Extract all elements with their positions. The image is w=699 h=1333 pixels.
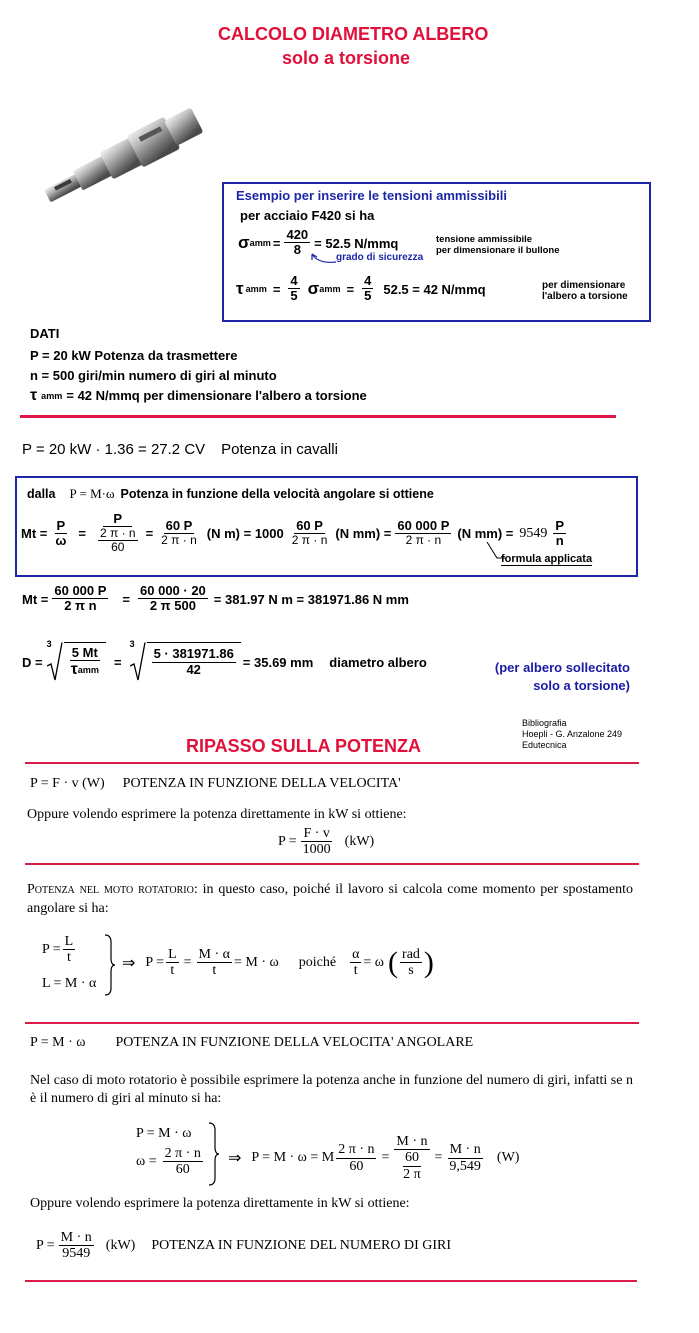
s3-formula-block bbox=[136, 1122, 556, 1192]
mt-intro-formula: P = M·ω bbox=[69, 486, 115, 501]
s1-kw-fraction bbox=[301, 826, 333, 858]
s2-t4: t bbox=[353, 963, 358, 979]
s2-s: s bbox=[408, 963, 414, 979]
diameter-f1-num: 5 Mt bbox=[71, 644, 98, 660]
tau-den-1: 5 bbox=[290, 288, 298, 304]
tau-result: 52.5 = 42 N/mmq bbox=[383, 281, 486, 297]
s1-text: Oppure volendo esprimere la potenza direttamente in kW si ottiene: bbox=[27, 807, 407, 822]
sigma-result: = 52.5 N/mmq bbox=[314, 235, 399, 251]
diameter-formula: D = 3 5 Mt τ amm = 3 $\frac{5 \cdot 381971.86}{42}$ = 35.69 mm diametro albero bbox=[22, 642, 427, 682]
s2-p-eq bbox=[42, 934, 77, 966]
applied-label: formula applicata bbox=[501, 553, 593, 565]
s3-rhs-f2-num: M · n bbox=[396, 1134, 428, 1149]
tau-fraction-2 bbox=[362, 274, 373, 304]
s3-title: POTENZA IN FUNZIONE DELLA VELOCITA' ANGOLARE bbox=[115, 1035, 474, 1050]
divider-5 bbox=[25, 1280, 637, 1282]
dati-line-2: n = 500 giri/min numero di giri al minuto bbox=[30, 368, 277, 383]
s1-kw-prefix: P = bbox=[278, 834, 297, 850]
example-subtitle: per acciaio F420 si ha bbox=[240, 208, 375, 223]
divider-2 bbox=[25, 762, 639, 764]
s2-rhs: ⇒ P = $\frac{L}{t}$ = $\frac{M \cdot \alpha}{t}$ = M · ω poiché $\frac{\alpha}{t}$ = ω ( $\frac{\text{rad}}{s}$ ) bbox=[122, 946, 434, 979]
mt-calc-result: = 381.97 N m = 381971.86 N mm bbox=[213, 591, 409, 607]
mt-calc-f1-den: 2 π n bbox=[64, 598, 97, 614]
mt-f4-num: 60 P bbox=[296, 518, 323, 534]
mt-f6-num: P bbox=[555, 517, 565, 533]
s2-t3: t bbox=[212, 963, 217, 979]
divider-4 bbox=[25, 1022, 639, 1024]
tau-num-2: 4 bbox=[364, 273, 372, 288]
mt-label: Mt = bbox=[21, 526, 48, 542]
s2-l: L bbox=[64, 934, 74, 949]
s1-kw-den: 1000 bbox=[302, 842, 331, 858]
s3-omega-fraction bbox=[163, 1146, 203, 1178]
mt-intro-prefix: dalla bbox=[27, 487, 56, 501]
s3-rhs-f1-num: 2 π · n bbox=[338, 1142, 375, 1158]
bibliography-line-3: Edutecnica bbox=[522, 740, 567, 750]
mt-box bbox=[15, 476, 638, 577]
power-cv bbox=[22, 441, 338, 458]
s2-p-label: P = bbox=[42, 942, 61, 958]
mt-calc-frac-1 bbox=[52, 584, 108, 614]
s3-rhs-fraction-1 bbox=[336, 1142, 376, 1174]
s2-text-rest: : in questo caso, poiché il lavoro si calcola come momento per spostamento angolare si ha: bbox=[27, 882, 633, 916]
sigma-note-1: tensione ammissibile bbox=[436, 234, 533, 245]
diameter-f2-den: 42 bbox=[186, 661, 201, 677]
mt-f2-den bbox=[96, 527, 140, 555]
mt-f3-num: 60 P bbox=[165, 518, 193, 534]
tau-formula: τ amm = $\frac{4}{5}$ σ amm = $\frac{4}{5}$ 52.5 = 42 N/mmq bbox=[236, 273, 486, 304]
mt-calc-frac-2 bbox=[138, 584, 208, 614]
s4-prefix: P = bbox=[36, 1238, 55, 1254]
s2-alpha: α bbox=[352, 946, 360, 962]
dati-section bbox=[30, 324, 367, 406]
mt-f2-den-num: 2 π · n bbox=[99, 526, 136, 541]
s3-rhs-f3-den: 9,549 bbox=[449, 1158, 481, 1174]
diameter-note bbox=[470, 659, 630, 695]
diameter-note-1: (per albero sollecitato bbox=[494, 660, 630, 675]
s2-l2: L bbox=[168, 946, 177, 962]
sigma-formula: σ amm = $\frac{420}{8}$ = 52.5 N/mmq bbox=[238, 227, 399, 258]
mt-f5-den: 2 π · n bbox=[405, 533, 442, 548]
tau-num-1: 4 bbox=[290, 273, 298, 288]
s3-rhs-f2-den-num: 60 bbox=[404, 1150, 419, 1166]
s3-text: Nel caso di moto rotatorio è possibile esprimere la potenza anche in funzione del numero di giri, infatti se n è il numero di giri al minuto si ha: bbox=[30, 1073, 633, 1106]
s1-formula: P = F · v (W) bbox=[30, 776, 105, 791]
mt-frac-4 bbox=[290, 519, 330, 548]
mt-f4-den: 2 π · n bbox=[291, 533, 328, 548]
s1-heading bbox=[30, 776, 401, 792]
tau-sigma-symbol: σ bbox=[307, 279, 320, 299]
s3-p-mw: P = M · ω bbox=[136, 1126, 192, 1141]
diameter-root-index-2: 3 bbox=[129, 639, 135, 649]
sigma-symbol: σ bbox=[238, 233, 250, 253]
s2-since: poiché bbox=[298, 955, 337, 970]
page-subtitle: solo a torsione bbox=[282, 48, 411, 68]
s3-rhs-fraction-3 bbox=[447, 1142, 483, 1174]
s3-rhs: ⇒ P = M · ω = M $\frac{2 \pi \cdot n}{60}$ = $\frac{M \cdot n}{\frac{60}{2 \pi}}$ = $\frac{M \cdot n}{9,549}$ (W) bbox=[228, 1134, 520, 1182]
tau-note-2: l'albero a torsione bbox=[542, 291, 628, 302]
s3-heading bbox=[30, 1035, 473, 1051]
s2-formula bbox=[42, 932, 462, 998]
s3-text-2: Oppure volendo esprimere la potenza direttamente in kW si ottiene: bbox=[30, 1196, 410, 1211]
page-title: CALCOLO DIAMETRO ALBERO bbox=[218, 24, 489, 44]
mt-calc-f2-num: 60 000 · 20 bbox=[140, 583, 206, 598]
mt-calc-f2-den: 2 π 500 bbox=[149, 598, 196, 614]
diameter-result: = 35.69 mm bbox=[242, 654, 314, 670]
s4-den: 9549 bbox=[62, 1246, 91, 1262]
mt-frac-2 bbox=[96, 512, 140, 555]
dati-line-3-text: = 42 N/mmq per dimensionare l'albero a torsione bbox=[66, 388, 367, 403]
diameter-f1-den bbox=[69, 661, 101, 679]
diameter-text: diametro albero bbox=[329, 654, 427, 670]
tau-den-2: 5 bbox=[364, 288, 372, 304]
divider-1 bbox=[20, 415, 616, 418]
mt-formula: Mt = $\frac{P}{\omega}$ = $\frac{P}{\frac{2 \pi \cdot n}{60}}$ = $\frac{60 P}{2 \pi \cdot n}$ (N m) = 1000 $\frac{60 P}{2 \pi \cdot n}$ (N mm) = $\frac{60 000 P}{2 \pi \cdot n}$ (N mm) = 9549 $\frac{P}{n}$ bbox=[21, 511, 565, 555]
sigma-fraction bbox=[284, 228, 310, 258]
s2-lt2-fraction bbox=[166, 947, 179, 979]
s2-l-eq: L = M · α bbox=[42, 976, 97, 991]
s4-title: POTENZA IN FUNZIONE DEL NUMERO DI GIRI bbox=[151, 1238, 452, 1254]
diameter-amm: amm bbox=[77, 664, 99, 675]
bibliography-line-2: Hoepli - G. Anzalone 249 bbox=[522, 729, 623, 739]
mt-f6-den: n bbox=[555, 532, 564, 548]
s2-eq-mw: = M · ω bbox=[234, 955, 279, 970]
mt-frac-1 bbox=[53, 519, 68, 549]
tau-amm: amm bbox=[245, 284, 267, 295]
tau-note-1: per dimensionare bbox=[542, 280, 626, 291]
mt-calc-f1-num: 60 000 P bbox=[54, 583, 107, 598]
s2-brace-icon bbox=[104, 934, 116, 996]
s2-ma: M · α bbox=[198, 946, 230, 962]
divider-3 bbox=[25, 863, 639, 865]
s2-text bbox=[27, 880, 633, 918]
s2-arrow-icon: ⇒ bbox=[122, 955, 136, 972]
mt-f3-den: 2 π · n bbox=[161, 533, 197, 548]
s3-rhs-f2-den-den: 2 π bbox=[403, 1166, 421, 1182]
diameter-root-1 bbox=[46, 639, 106, 682]
tau-symbol: τ bbox=[236, 279, 244, 299]
diameter-label: D = bbox=[22, 654, 43, 670]
s2-rad: rad bbox=[402, 946, 420, 962]
mt-unit-nmm-2: (N mm) = bbox=[457, 526, 514, 542]
sigma-den: 8 bbox=[293, 242, 301, 258]
diameter-f2-num: 5 · 381971.86 bbox=[153, 646, 234, 662]
power-cv-formula: P = 20 kW · 1.36 = 27.2 CV bbox=[22, 441, 206, 458]
diameter-root-index-1: 3 bbox=[46, 639, 52, 649]
sigma-num: 420 bbox=[286, 227, 309, 242]
s1-title: POTENZA IN FUNZIONE DELLA VELOCITA' bbox=[122, 776, 401, 791]
diameter-note-2: solo a torsione) bbox=[533, 678, 630, 693]
s3-rhs-f1-den: 60 bbox=[349, 1158, 364, 1174]
mt-f2-den-den: 60 bbox=[111, 540, 125, 555]
s4-unit: (kW) bbox=[105, 1238, 136, 1254]
s2-alpha-fraction bbox=[350, 947, 361, 979]
mt-calc-label: Mt = bbox=[22, 591, 49, 607]
s2-t: t bbox=[67, 950, 71, 966]
mt-frac-6 bbox=[553, 519, 566, 549]
dati-title: DATI bbox=[30, 326, 60, 341]
dati-line-1: P = 20 kW Potenza da trasmettere bbox=[30, 348, 238, 363]
dati-amm: amm bbox=[41, 391, 63, 401]
s2-lt-fraction bbox=[63, 934, 76, 966]
s2-heading: Potenza nel moto rotatorio bbox=[27, 882, 194, 897]
ripasso-title: RIPASSO SULLA POTENZA bbox=[186, 736, 422, 756]
s3-rhs-prefix: P = M · ω = M bbox=[251, 1150, 335, 1166]
power-cv-label: Potenza in cavalli bbox=[221, 441, 338, 458]
sigma-note bbox=[436, 234, 560, 256]
mt-const: 9549 bbox=[519, 525, 548, 541]
mt-f2-num: P bbox=[103, 512, 132, 527]
s3-omega-label: ω = bbox=[136, 1154, 157, 1170]
mt-f1-den: ω bbox=[55, 532, 67, 548]
sigma-note-2: per dimensionare il bullone bbox=[436, 245, 560, 256]
example-box bbox=[222, 182, 651, 322]
tau-fraction-1 bbox=[288, 274, 299, 304]
s3-arrow-icon: ⇒ bbox=[228, 1150, 242, 1168]
s1-kw-unit: (kW) bbox=[344, 834, 375, 850]
diameter-tau: τ bbox=[70, 660, 78, 678]
tau-sigma-amm: amm bbox=[319, 284, 341, 295]
s4-num: M · n bbox=[60, 1230, 92, 1245]
s4-fraction bbox=[59, 1230, 94, 1262]
dati-line-3 bbox=[30, 386, 367, 406]
s4-formula bbox=[36, 1230, 451, 1262]
sigma-amm: amm bbox=[249, 238, 271, 249]
mt-intro bbox=[27, 486, 434, 502]
mt-calc: Mt = $\frac{60 000 P}{\text{2 π n}}$ = $\frac{60 000 \cdot 20}{2 \pi 500}$ = 381.97 N m = 381971.86 N mm bbox=[22, 583, 409, 614]
safety-label: grado di sicurezza bbox=[336, 252, 424, 263]
mt-unit-nm: (N m) = 1000 bbox=[206, 526, 284, 542]
s3-rhs-f2-den bbox=[399, 1150, 425, 1182]
s2-rad-fraction bbox=[400, 947, 422, 979]
s3-rhs-f3-num: M · n bbox=[449, 1142, 481, 1158]
mt-intro-text: Potenza in funzione della velocità angolare si ottiene bbox=[120, 487, 434, 501]
diameter-root-2 bbox=[129, 639, 241, 682]
s2-ma-fraction bbox=[197, 947, 232, 979]
s3-formula: P = M · ω bbox=[30, 1035, 86, 1050]
s2-t2: t bbox=[170, 963, 175, 979]
s3-brace-icon bbox=[208, 1122, 220, 1186]
dati-tau: τ bbox=[30, 387, 38, 404]
s2-p2: P = bbox=[145, 955, 165, 970]
s3-omega-eq bbox=[136, 1146, 205, 1178]
s3-unit: (W) bbox=[496, 1150, 520, 1166]
shaft-icon bbox=[20, 96, 220, 220]
mt-f5-num: 60 000 P bbox=[397, 518, 450, 534]
bibliography bbox=[522, 718, 622, 751]
s3-omega-num: 2 π · n bbox=[164, 1146, 201, 1161]
mt-frac-3 bbox=[159, 519, 199, 548]
s3-rhs-fraction-2 bbox=[394, 1134, 429, 1183]
s3-omega-den: 60 bbox=[175, 1162, 190, 1178]
example-title: Esempio per inserire le tensioni ammissibili bbox=[236, 188, 507, 203]
bibliography-line-1: Bibliografia bbox=[522, 718, 567, 728]
tau-note bbox=[542, 280, 628, 302]
s2-omega: = ω bbox=[363, 955, 385, 970]
s1-kw-formula bbox=[278, 826, 374, 858]
s1-kw-num: F · v bbox=[303, 826, 330, 841]
mt-f1-num: P bbox=[56, 517, 66, 533]
mt-unit-nmm: (N mm) = bbox=[335, 526, 392, 542]
mt-frac-5 bbox=[395, 519, 451, 548]
safety-arrow-icon bbox=[308, 250, 338, 266]
